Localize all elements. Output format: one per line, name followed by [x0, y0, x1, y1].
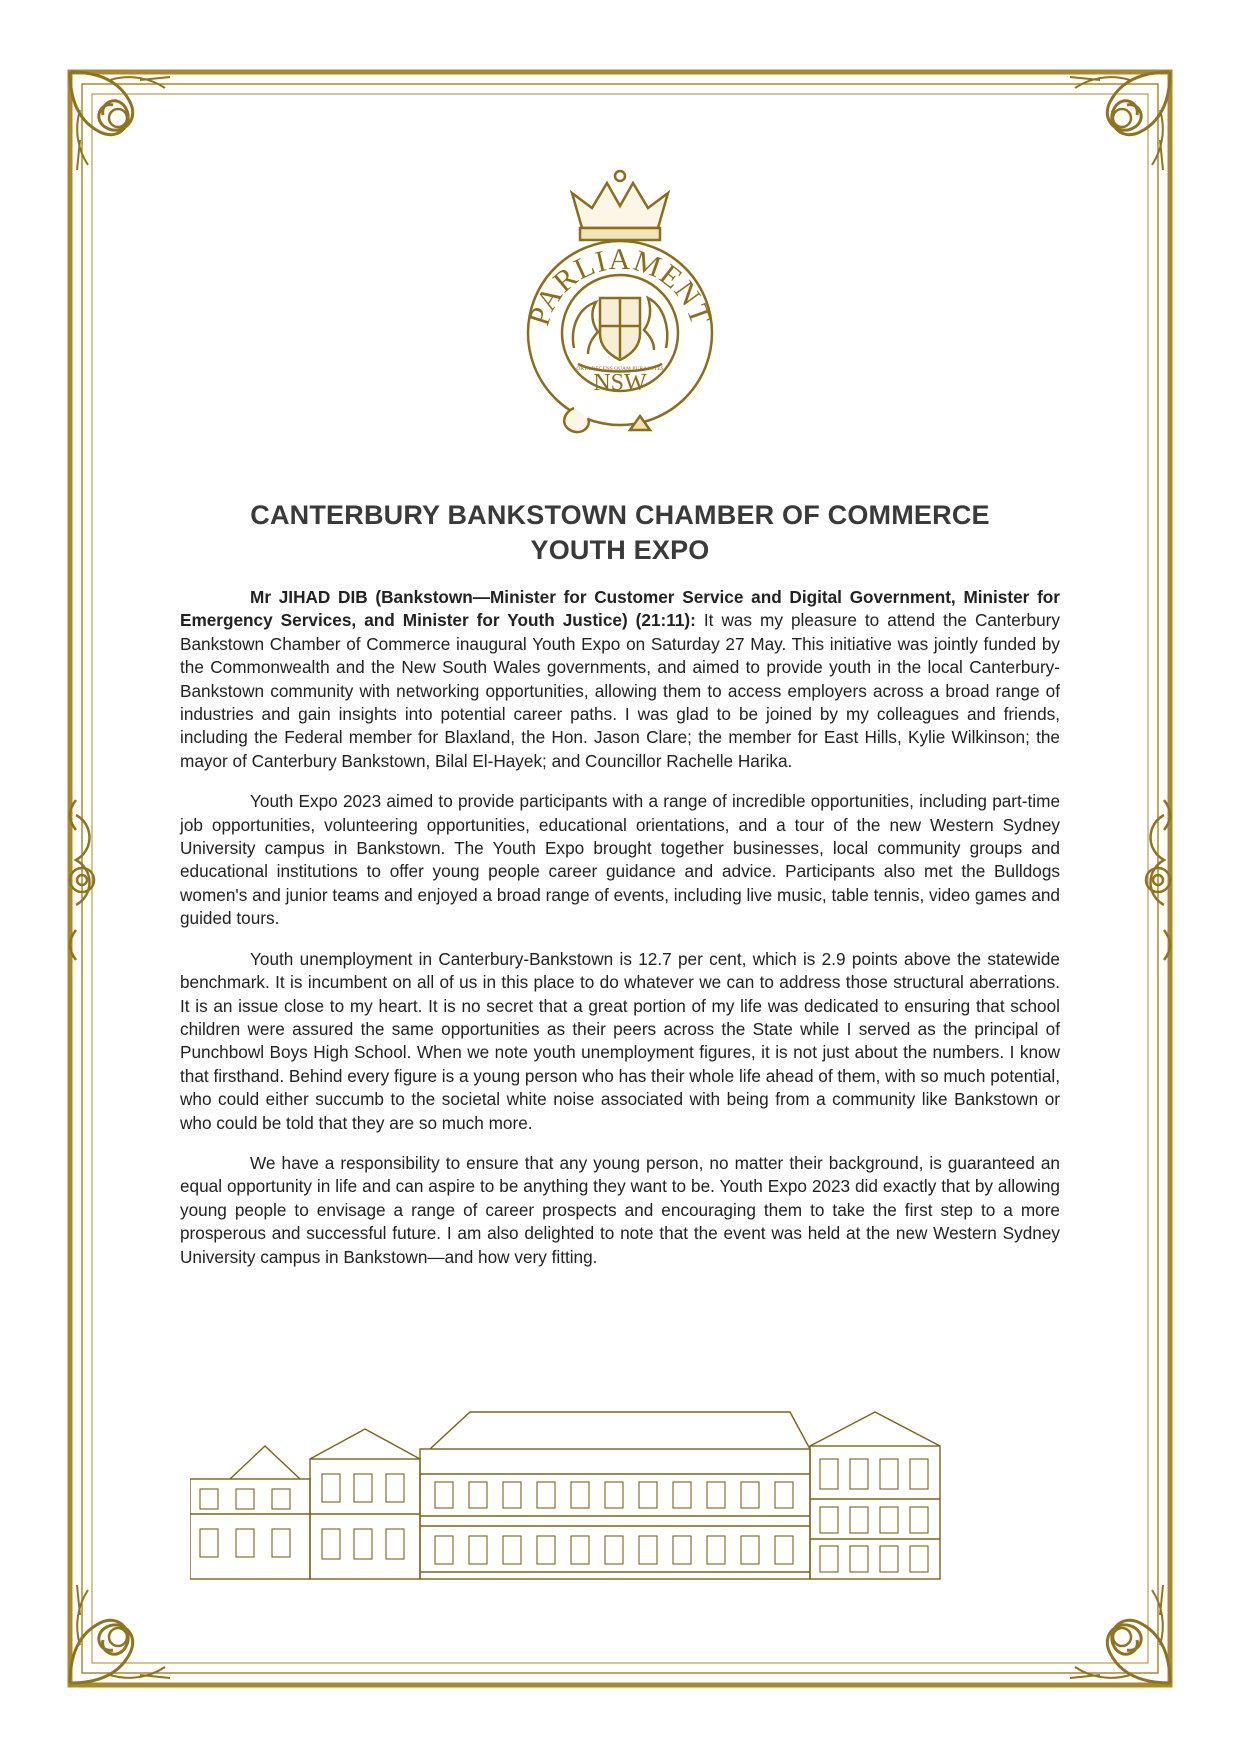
building-window [272, 1529, 290, 1557]
building-window [639, 1482, 657, 1508]
building-window [503, 1482, 521, 1508]
building-window [910, 1459, 928, 1489]
building-window [639, 1536, 657, 1564]
crest-arc-text: PARLIAMENT [522, 242, 718, 330]
building-window [741, 1482, 759, 1508]
building-window [571, 1482, 589, 1508]
building-window [469, 1482, 487, 1508]
building-window [236, 1529, 254, 1557]
building-window [741, 1536, 759, 1564]
building-window [910, 1546, 928, 1572]
building-window [820, 1507, 838, 1533]
building-window [571, 1536, 589, 1564]
building-window [322, 1529, 340, 1559]
building-window [435, 1482, 453, 1508]
building-window [537, 1536, 555, 1564]
building-window [605, 1536, 623, 1564]
paragraph-4: We have a responsibility to ensure that any young person, no matter their background, is guaranteed an equal opportunity in life and can aspire to be anything they want to be. Youth Expo 2023 did exactly that by allowing young people to envisage a range of career prospects and encouraging them to take the first step to a more prosperous and successful future. I am also delighted to note that the event was held at the new Western Sydney University campus in Bankstown—and how very fitting. [180, 1152, 1060, 1267]
building-window [236, 1489, 254, 1509]
building-window [469, 1536, 487, 1564]
crest-motto-text: ORTA RECENS QUAM PURA NITES [576, 366, 664, 372]
building-window [386, 1529, 404, 1559]
document-title [150, 498, 1090, 568]
building-window [537, 1482, 555, 1508]
building-window [200, 1529, 218, 1557]
crest-state-text: NSW [593, 370, 647, 396]
building-window [910, 1507, 928, 1533]
building-window [820, 1459, 838, 1489]
building-window [200, 1489, 218, 1509]
paragraph-1 [180, 586, 1060, 773]
paragraph-1-text: It was my pleasure to attend the Canterbury Bankstown Chamber of Commerce inaugural Youth Expo on Saturday 27 May. This initiative was jointly funded by the Commonwealth and the New South Wales governments, and aimed to provide youth in the local Canterbury-Bankstown community with networking opportunities, allowing them to access employers across a broad range of industries and gain insights into potential career paths. I was glad to be joined by my colleagues and friends, including the Federal member for Blaxland, the Hon. Jason Clare; the member for East Hills, Kylie Wilkinson; the mayor of Canterbury Bankstown, Bilal El-Hayek; and Councillor Rachelle Harika. [180, 610, 1060, 771]
title-line-2: YOUTH EXPO [530, 535, 710, 565]
building-window [880, 1507, 898, 1533]
building-window [605, 1482, 623, 1508]
building-window [775, 1536, 793, 1564]
corner-ornament [70, 72, 170, 170]
building-window [354, 1529, 372, 1559]
building-window [673, 1482, 691, 1508]
paragraph-3: Youth unemployment in Canterbury-Bankstown is 12.7 per cent, which is 2.9 points above the statewide benchmark. It is incumbent on all of us in this place to do whatever we can to address those structural aberrations. It is an issue close to my heart. It is no secret that a great portion of my life was dedicated to ensuring that school children were assured the same opportunities as their peers across the State while I served as the principal of Punchbowl Boys High School. When we note youth unemployment figures, it is not just about the numbers. I know that firsthand. Behind every figure is a young person who has their whole life ahead of them, with so much potential, who could either succumb to the societal white noise associated with being from a community like Bankstown or who could be told that they are so much more. [180, 948, 1060, 1133]
paragraph-2: Youth Expo 2023 aimed to provide participants with a range of incredible opportunities, including part-time job opportunities, volunteering opportunities, educational orientations, and a tour of the new Western Sydney University campus in Bankstown. The Youth Expo brought together businesses, local community groups and educational institutions to offer young people career guidance and advice. Participants also met the Bulldogs women's and junior teams and enjoyed a broad range of events, including live music, table tennis, video games and guided tours. [180, 791, 1060, 929]
building-window [435, 1536, 453, 1564]
speech-body [180, 586, 1060, 1286]
parliament-nsw-crest-logo [512, 168, 728, 438]
title-line-1: CANTERBURY BANKSTOWN CHAMBER OF COMMERCE [250, 500, 990, 530]
building-window [850, 1546, 868, 1572]
building-window [673, 1536, 691, 1564]
building-window [880, 1459, 898, 1489]
building-window [503, 1536, 521, 1564]
building-window [354, 1474, 372, 1502]
parliament-house-illustration [190, 1404, 1045, 1584]
speaker-attribution: Mr JIHAD DIB (Bankstown—Minister for Customer Service and Digital Government, Minister for Emergency Services, and Minister for Youth Justice) (21:11): [180, 587, 1060, 631]
building-window [707, 1536, 725, 1564]
building-window [850, 1459, 868, 1489]
building-window [880, 1546, 898, 1572]
building-window [322, 1474, 340, 1502]
building-window [820, 1546, 838, 1572]
building-window [272, 1489, 290, 1509]
building-window [850, 1507, 868, 1533]
building-window [707, 1482, 725, 1508]
building-window [386, 1474, 404, 1502]
building-window [775, 1482, 793, 1508]
